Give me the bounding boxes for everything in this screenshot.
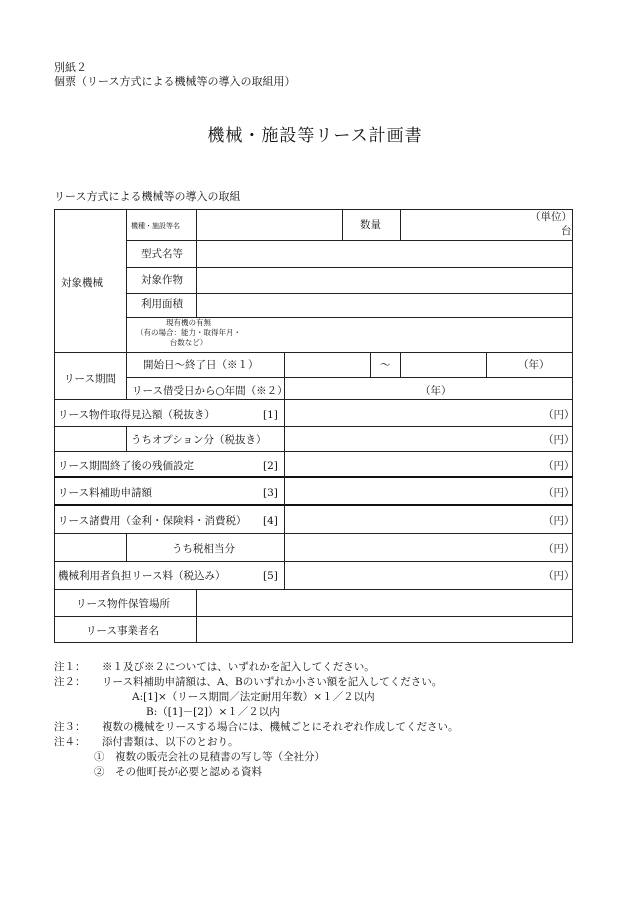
year-unit: （年）: [518, 359, 550, 371]
subsidy-label: リース料補助申請額: [58, 487, 152, 499]
yen-unit-5: （円）: [543, 570, 575, 582]
tag-2: [2]: [263, 460, 278, 472]
tag-5: [5]: [263, 570, 278, 582]
tax-label: うち税相当分: [172, 543, 235, 555]
lease-period-label: リース期間: [64, 373, 116, 385]
yen-unit-tax: （円）: [543, 543, 575, 555]
user-fee-label: 機械利用者負担リース料（税込み）: [58, 570, 226, 582]
note-2-formula-b: B:（[1]－[2]）×１／２以内: [146, 706, 280, 718]
unit-value: 台: [561, 225, 572, 237]
option-label: うちオプション分（税抜き）: [131, 434, 267, 446]
acquisition-label: リース物件取得見込額（税抜き）: [58, 409, 215, 421]
quantity-label: 数量: [360, 219, 381, 231]
tilde-separator: ～: [380, 359, 391, 371]
note-2-formula-a: A:[1]×（リース期間／法定耐用年数）×１／２以内: [132, 691, 375, 703]
area-label: 利用面積: [141, 298, 183, 310]
model-label: 型式名等: [141, 248, 183, 260]
expenses-label: リース諸費用（金利・保険料・消費税）: [58, 515, 247, 527]
lessor-label: リース事業者名: [86, 625, 159, 637]
notes: [54, 660, 458, 780]
from-delivery-label: リース借受日から○年間（※２）: [132, 385, 288, 397]
section-heading: リース方式による機械等の導入の取組: [54, 190, 241, 203]
machine-name-label: 機種・施設等名: [131, 222, 180, 230]
note-2: 注２： リース料補助申請額は、A、Bのいずれか小さい額を記入してください。: [54, 676, 443, 688]
tag-4: [4]: [263, 515, 278, 527]
start-end-label: 開始日～終了日（※１）: [143, 359, 259, 371]
note-4-item-2: ② その他町長が必要と認める資料: [94, 766, 262, 778]
yen-unit-4: （円）: [543, 515, 575, 527]
unit-label: （単位）: [530, 211, 572, 223]
yen-unit-2: （円）: [543, 460, 575, 472]
crop-label: 対象作物: [141, 274, 183, 286]
year-unit-2: （年）: [420, 385, 452, 397]
residual-label: リース期間終了後の残価設定: [58, 460, 194, 472]
yen-unit-option: （円）: [543, 434, 575, 446]
note-4-item-1: ① 複数の販売会社の見積書の写し等（全社分）: [94, 751, 325, 763]
yen-unit-1: （円）: [543, 409, 575, 421]
attachment-label: 別紙２: [54, 61, 87, 74]
tag-1: [1]: [263, 409, 278, 421]
note-3: 注３： 複数の機械をリースする場合には、機械ごとにそれぞれ作成してください。: [54, 721, 459, 733]
note-1: 注１： ※１及び※２については、いずれかを記入してください。: [54, 661, 375, 673]
yen-unit-3: （円）: [543, 487, 575, 499]
storage-label: リース物件保管場所: [76, 598, 170, 610]
target-machine-label: 対象機械: [61, 277, 103, 289]
note-4: 注４： 添付書類は、以下のとおり。: [54, 736, 239, 748]
tag-3: [3]: [263, 487, 278, 499]
form-type-label: 個票（リース方式による機械等の導入の取組用）: [54, 75, 296, 88]
page-title: 機械・施設等リース計画書: [207, 126, 423, 146]
existing-machine-label: 現有機の有無 （有の場合：能力・取得年月・ 台数など）: [136, 318, 241, 347]
